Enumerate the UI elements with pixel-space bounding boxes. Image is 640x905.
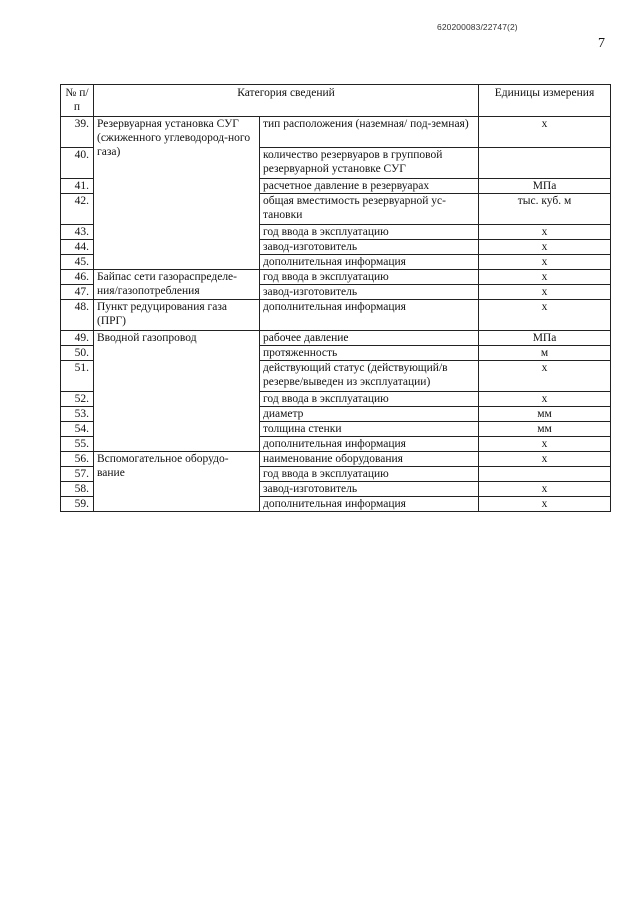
unit-cell: х bbox=[479, 117, 611, 148]
column-header-number: № п/п bbox=[61, 85, 94, 117]
row-number: 47. bbox=[61, 285, 94, 300]
parameter-cell: завод-изготовитель bbox=[260, 240, 479, 255]
parameter-cell: диаметр bbox=[260, 407, 479, 422]
unit-cell: х bbox=[479, 285, 611, 300]
parameter-cell: год ввода в эксплуатацию bbox=[260, 467, 479, 482]
unit-cell: х bbox=[479, 255, 611, 270]
parameter-cell: тип расположения (наземная/ под-земная) bbox=[260, 117, 479, 148]
unit-cell bbox=[479, 467, 611, 482]
row-number: 55. bbox=[61, 437, 94, 452]
document-number: 620200083/22747(2) bbox=[437, 22, 518, 32]
row-number: 39. bbox=[61, 117, 94, 148]
category-cell: Вводной газопровод bbox=[94, 331, 260, 452]
row-number: 42. bbox=[61, 194, 94, 225]
row-number: 57. bbox=[61, 467, 94, 482]
parameter-cell: завод-изготовитель bbox=[260, 285, 479, 300]
row-number: 43. bbox=[61, 225, 94, 240]
row-number: 54. bbox=[61, 422, 94, 437]
unit-cell: х bbox=[479, 270, 611, 285]
row-number: 44. bbox=[61, 240, 94, 255]
page-number: 7 bbox=[598, 36, 605, 51]
unit-cell: х bbox=[479, 452, 611, 467]
parameter-cell: наименование оборудования bbox=[260, 452, 479, 467]
parameter-cell: дополнительная информация bbox=[260, 497, 479, 512]
row-number: 58. bbox=[61, 482, 94, 497]
parameter-cell: год ввода в эксплуатацию bbox=[260, 225, 479, 240]
row-number: 53. bbox=[61, 407, 94, 422]
table-row bbox=[61, 331, 611, 346]
data-table bbox=[60, 84, 611, 512]
row-number: 59. bbox=[61, 497, 94, 512]
parameter-cell: год ввода в эксплуатацию bbox=[260, 270, 479, 285]
unit-cell: МПа bbox=[479, 179, 611, 194]
row-number: 48. bbox=[61, 300, 94, 331]
parameter-cell: рабочее давление bbox=[260, 331, 479, 346]
category-cell: Резервуарная установка СУГ (сжиженного углеводород-ного газа) bbox=[94, 117, 260, 270]
unit-cell bbox=[479, 148, 611, 179]
category-cell: Байпас сети газораспределе-ния/газопотребления bbox=[94, 270, 260, 300]
unit-cell: х bbox=[479, 240, 611, 255]
unit-cell: МПа bbox=[479, 331, 611, 346]
unit-cell: мм bbox=[479, 407, 611, 422]
parameter-cell: протяженность bbox=[260, 346, 479, 361]
unit-cell: х bbox=[479, 225, 611, 240]
parameter-cell: год ввода в эксплуатацию bbox=[260, 392, 479, 407]
row-number: 50. bbox=[61, 346, 94, 361]
row-number: 46. bbox=[61, 270, 94, 285]
row-number: 45. bbox=[61, 255, 94, 270]
row-number: 49. bbox=[61, 331, 94, 346]
parameter-cell: расчетное давление в резервуарах bbox=[260, 179, 479, 194]
row-number: 41. bbox=[61, 179, 94, 194]
row-number: 56. bbox=[61, 452, 94, 467]
parameter-cell: дополнительная информация bbox=[260, 300, 479, 331]
unit-cell: х bbox=[479, 437, 611, 452]
row-number: 52. bbox=[61, 392, 94, 407]
table-row bbox=[61, 452, 611, 467]
parameter-cell: количество резервуаров в групповой резервуарной установке СУГ bbox=[260, 148, 479, 179]
column-header-category: Категория сведений bbox=[94, 85, 479, 117]
unit-cell: м bbox=[479, 346, 611, 361]
unit-cell: х bbox=[479, 497, 611, 512]
unit-cell: х bbox=[479, 482, 611, 497]
unit-cell: х bbox=[479, 361, 611, 392]
category-cell: Пункт редуцирования газа (ПРГ) bbox=[94, 300, 260, 331]
row-number: 51. bbox=[61, 361, 94, 392]
unit-cell: х bbox=[479, 392, 611, 407]
unit-cell: х bbox=[479, 300, 611, 331]
unit-cell: мм bbox=[479, 422, 611, 437]
column-header-unit: Единицы измерения bbox=[479, 85, 611, 117]
category-cell: Вспомогательное оборудо-вание bbox=[94, 452, 260, 512]
row-number: 40. bbox=[61, 148, 94, 179]
table-row bbox=[61, 300, 611, 331]
table-body bbox=[61, 117, 611, 512]
parameter-cell: действующий статус (действующий/в резерве/выведен из эксплуатации) bbox=[260, 361, 479, 392]
parameter-cell: завод-изготовитель bbox=[260, 482, 479, 497]
parameter-cell: дополнительная информация bbox=[260, 255, 479, 270]
table-row bbox=[61, 117, 611, 148]
unit-cell: тыс. куб. м bbox=[479, 194, 611, 225]
parameter-cell: общая вместимость резервуарной ус-тановки bbox=[260, 194, 479, 225]
table-row bbox=[61, 270, 611, 285]
parameter-cell: толщина стенки bbox=[260, 422, 479, 437]
parameter-cell: дополнительная информация bbox=[260, 437, 479, 452]
